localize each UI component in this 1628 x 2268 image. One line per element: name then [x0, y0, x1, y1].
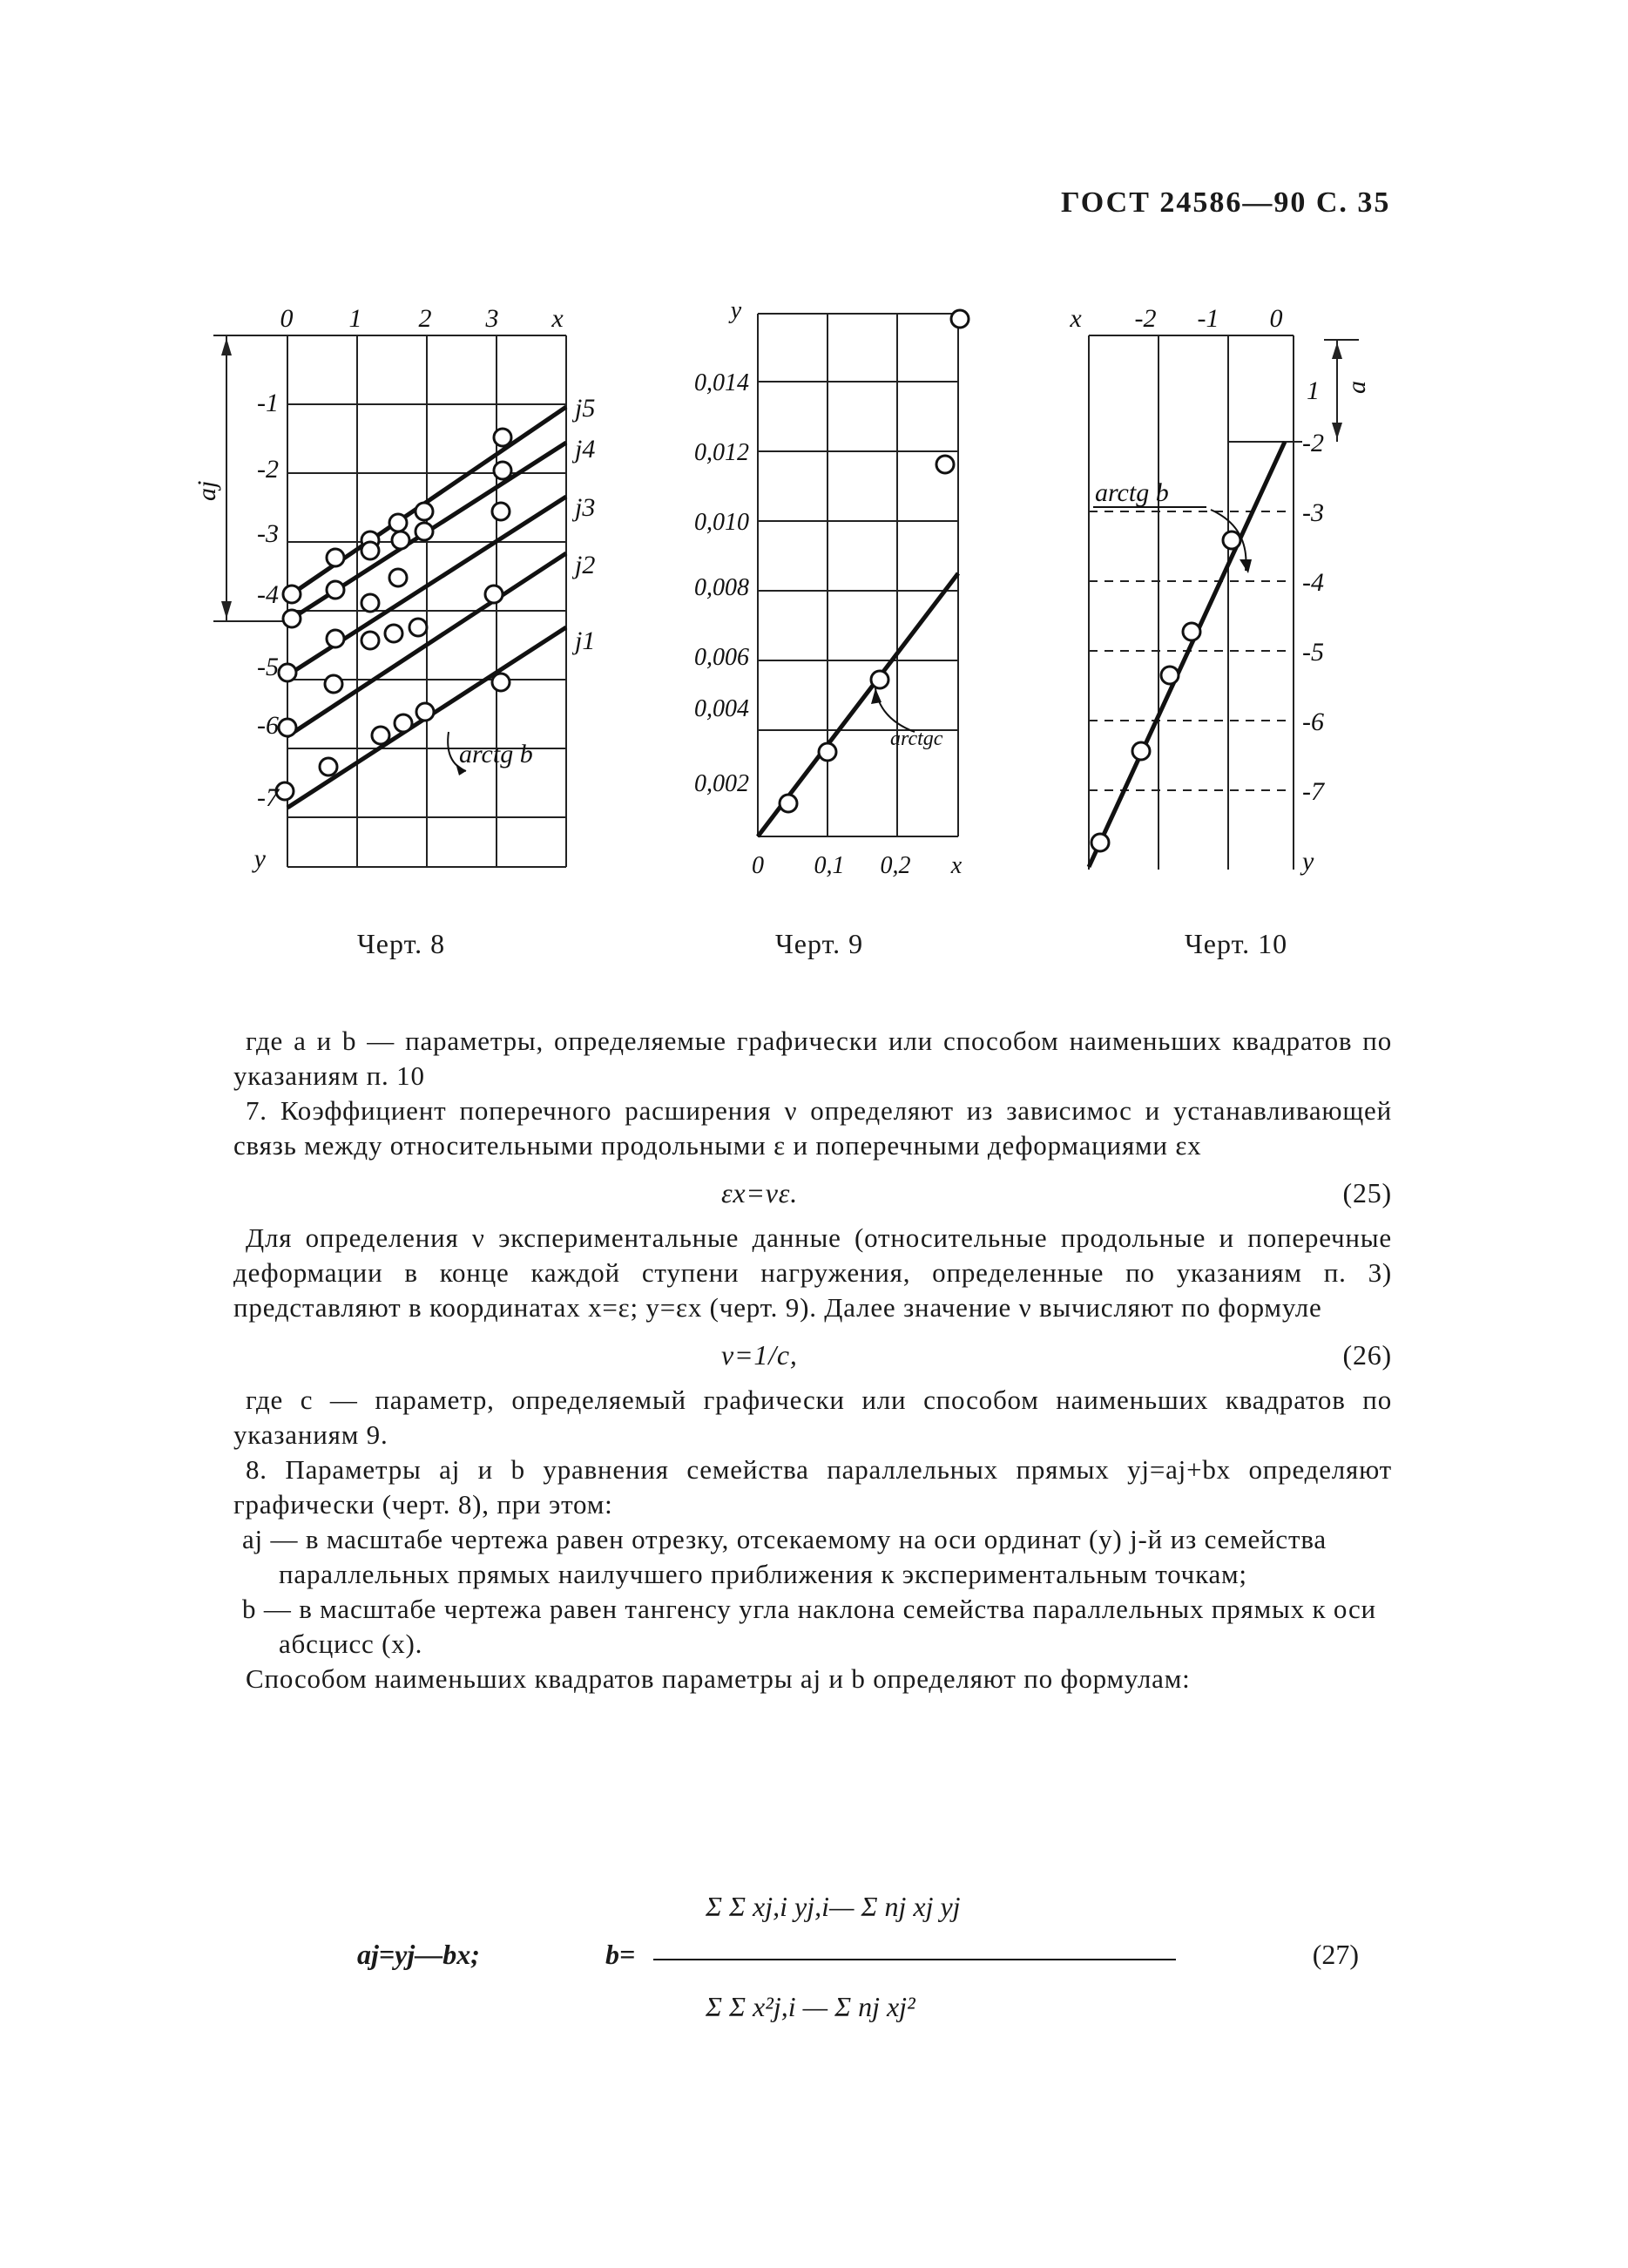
fig8-point — [372, 727, 389, 744]
figure-9-caption: Черт. 9 — [775, 928, 864, 959]
fig10-one-label: 1 — [1307, 376, 1320, 405]
figure-10 — [1041, 288, 1372, 889]
fig8-angle-label: arctg b — [459, 740, 533, 768]
fig8-y-tick: -5 — [257, 653, 279, 681]
fig8-label-j2: j2 — [575, 551, 596, 579]
fig8-aj-label: aj — [193, 480, 221, 501]
fig10-point — [1223, 531, 1240, 549]
paragraph-5: 8. Параметры aj и b уравнения семейства параллельных прямых yj=aj+bx определяют графически (черт. 8), при этом: — [233, 1454, 1392, 1520]
fig8-point — [389, 514, 407, 531]
paragraph-4: где c — параметр, определяемый графически или способом наименьших квадратов по указаниям 9. — [233, 1384, 1392, 1450]
fig8-point — [320, 758, 337, 775]
page-header: ГОСТ 24586—90 С. 35 — [1061, 186, 1391, 219]
fig9-x-tick: 0 — [752, 852, 764, 879]
paragraph-6: aj — в масштабе чертежа равен отрезку, отсекаемому на оси ординат (y) j-й из семейства параллельных прямых наилучшего приближения к экспериментальным точкам; — [242, 1524, 1327, 1589]
fig10-y-tick: -7 — [1302, 777, 1324, 806]
fig10-angle-label: arctg b — [1095, 478, 1169, 507]
eq27-denominator: Σ Σ x²j,i — Σ nj xj² — [706, 1991, 915, 2022]
fig8-point — [494, 462, 511, 479]
fig8-x-tick: 2 — [418, 304, 432, 333]
fig8-y-tick: -3 — [257, 519, 279, 548]
equation-25-formula: εx=νε. — [721, 1177, 799, 1208]
fig8-label-j5: j5 — [575, 394, 596, 423]
fig8-y-tick: -1 — [257, 389, 279, 417]
fig9-y-axis-label: y — [730, 297, 742, 324]
fig8-label-j1: j1 — [575, 626, 596, 655]
fig8-point — [385, 625, 402, 642]
fig9-point — [936, 456, 954, 473]
fig8-point — [283, 586, 301, 603]
fig8-y-tick: -7 — [257, 783, 279, 812]
figure-8-caption: Черт. 8 — [357, 928, 446, 959]
fig8-point — [415, 503, 433, 520]
paragraph-7: b — в масштабе чертежа равен тангенсу угла наклона семейства параллельных прямых к оси абсцисс (x). — [242, 1594, 1376, 1659]
fig10-x-tick: -2 — [1134, 304, 1157, 333]
fig9-x-axis-label: x — [950, 852, 963, 879]
eq27-left: aj=yj—bx; — [357, 1939, 480, 1970]
fig9-point — [871, 671, 888, 688]
fig9-y-tick: 0,002 — [694, 770, 749, 797]
paragraph-1: где a и b — параметры, определяемые графически или способом наименьших квадратов по указаниям п. 10 — [233, 1026, 1392, 1091]
fig8-point — [327, 581, 344, 599]
fig8-point — [361, 632, 379, 649]
fig10-point — [1161, 667, 1179, 684]
fig9-y-tick: 0,010 — [694, 509, 749, 536]
body-text — [233, 1024, 1392, 1696]
fig9-x-tick: 0,2 — [880, 852, 911, 879]
fig8-x-tick: 1 — [348, 304, 362, 333]
fig8-point — [492, 674, 510, 691]
fig8-label-j3: j3 — [575, 493, 596, 522]
fig10-y-tick: -5 — [1302, 638, 1324, 667]
paragraph-3: Для определения ν экспериментальные данные (относительные продольные и поперечные деформации в конце каждой ступени нагружения, определенные по указаниям п. 3) представляют в координатах x=ε; y=εx (черт. 9). Далее значение ν вычисляют по формуле — [233, 1222, 1392, 1323]
figure-9 — [662, 288, 993, 889]
fig8-point — [485, 586, 503, 603]
fig8-y-tick: -6 — [257, 711, 279, 740]
fig8-label-j4: j4 — [575, 435, 596, 464]
fig10-y-tick: -2 — [1302, 429, 1324, 457]
fig8-point — [327, 549, 344, 566]
fig9-point — [951, 310, 969, 328]
fig8-point — [392, 531, 409, 549]
paragraph-8: Способом наименьших квадратов параметры aj и b определяют по формулам: — [246, 1663, 1191, 1694]
fig9-x-tick: 0,1 — [814, 852, 845, 879]
figure-8 — [193, 288, 597, 889]
fig8-point — [361, 594, 379, 612]
fig8-point — [283, 610, 301, 627]
fig10-x-tick: -1 — [1197, 304, 1219, 333]
fig8-point — [276, 782, 294, 800]
eq27-b: b= — [605, 1939, 636, 1970]
fig9-point — [780, 795, 797, 812]
fig8-y-tick: -2 — [257, 455, 279, 484]
fig10-a-label: a — [1342, 381, 1371, 394]
equation-25 — [233, 1175, 1392, 1221]
equation-26-formula: ν=1/c, — [721, 1339, 798, 1371]
fig10-y-tick: -6 — [1302, 707, 1324, 736]
fig8-y-axis-label: y — [253, 844, 266, 873]
fig9-y-tick: 0,014 — [694, 369, 749, 396]
figure-10-caption: Черт. 10 — [1185, 928, 1288, 959]
fig10-point — [1132, 742, 1150, 760]
fig8-point — [409, 619, 427, 636]
fig9-y-tick: 0,012 — [694, 439, 749, 466]
eq27-numerator: Σ Σ xj,i yj,i— Σ nj xj yj — [706, 1891, 961, 1922]
fig8-y-tick: -4 — [257, 580, 279, 609]
fig8-point — [492, 503, 510, 520]
fig8-point — [279, 719, 296, 736]
equation-26 — [233, 1337, 1392, 1383]
fig8-point — [361, 542, 379, 559]
eq27-fraction-bar — [653, 1959, 1176, 1960]
fig10-y-tick: -4 — [1302, 568, 1324, 597]
fig8-point — [494, 429, 511, 446]
equation-26-number: (26) — [1342, 1339, 1392, 1371]
fig10-point — [1091, 834, 1109, 851]
eq27-number: (27) — [1312, 1939, 1359, 1970]
equation-25-number: (25) — [1342, 1177, 1392, 1208]
fig8-point — [327, 630, 344, 647]
fig9-angle-label: arctgc — [890, 728, 943, 750]
paragraph-2: 7. Коэффициент поперечного расширения ν определяют из зависимос и устанавливающей связь между относительными продольными ε и поперечными деформациями εx — [233, 1095, 1392, 1161]
fig9-y-tick: 0,008 — [694, 574, 749, 601]
fig8-point — [416, 703, 434, 721]
fig9-y-tick: 0,004 — [694, 695, 749, 722]
fig8-point — [279, 664, 296, 681]
fig8-point — [415, 523, 433, 540]
fig9-y-tick: 0,006 — [694, 644, 749, 671]
fig9-point — [819, 743, 836, 761]
fig8-x-tick: 3 — [485, 304, 499, 333]
fig10-y-axis-label: y — [1302, 847, 1314, 876]
fig8-x-tick: 0 — [280, 304, 294, 333]
fig8-point — [325, 675, 342, 693]
equation-27 — [357, 1856, 1359, 2082]
fig10-y-tick: -3 — [1302, 498, 1324, 527]
fig8-x-axis-label: x — [551, 304, 564, 333]
fig10-x-tick: 0 — [1269, 304, 1283, 333]
fig10-point — [1183, 623, 1200, 640]
fig8-point — [395, 714, 412, 732]
fig8-point — [389, 569, 407, 586]
fig10-x-axis-label: x — [1070, 304, 1082, 333]
